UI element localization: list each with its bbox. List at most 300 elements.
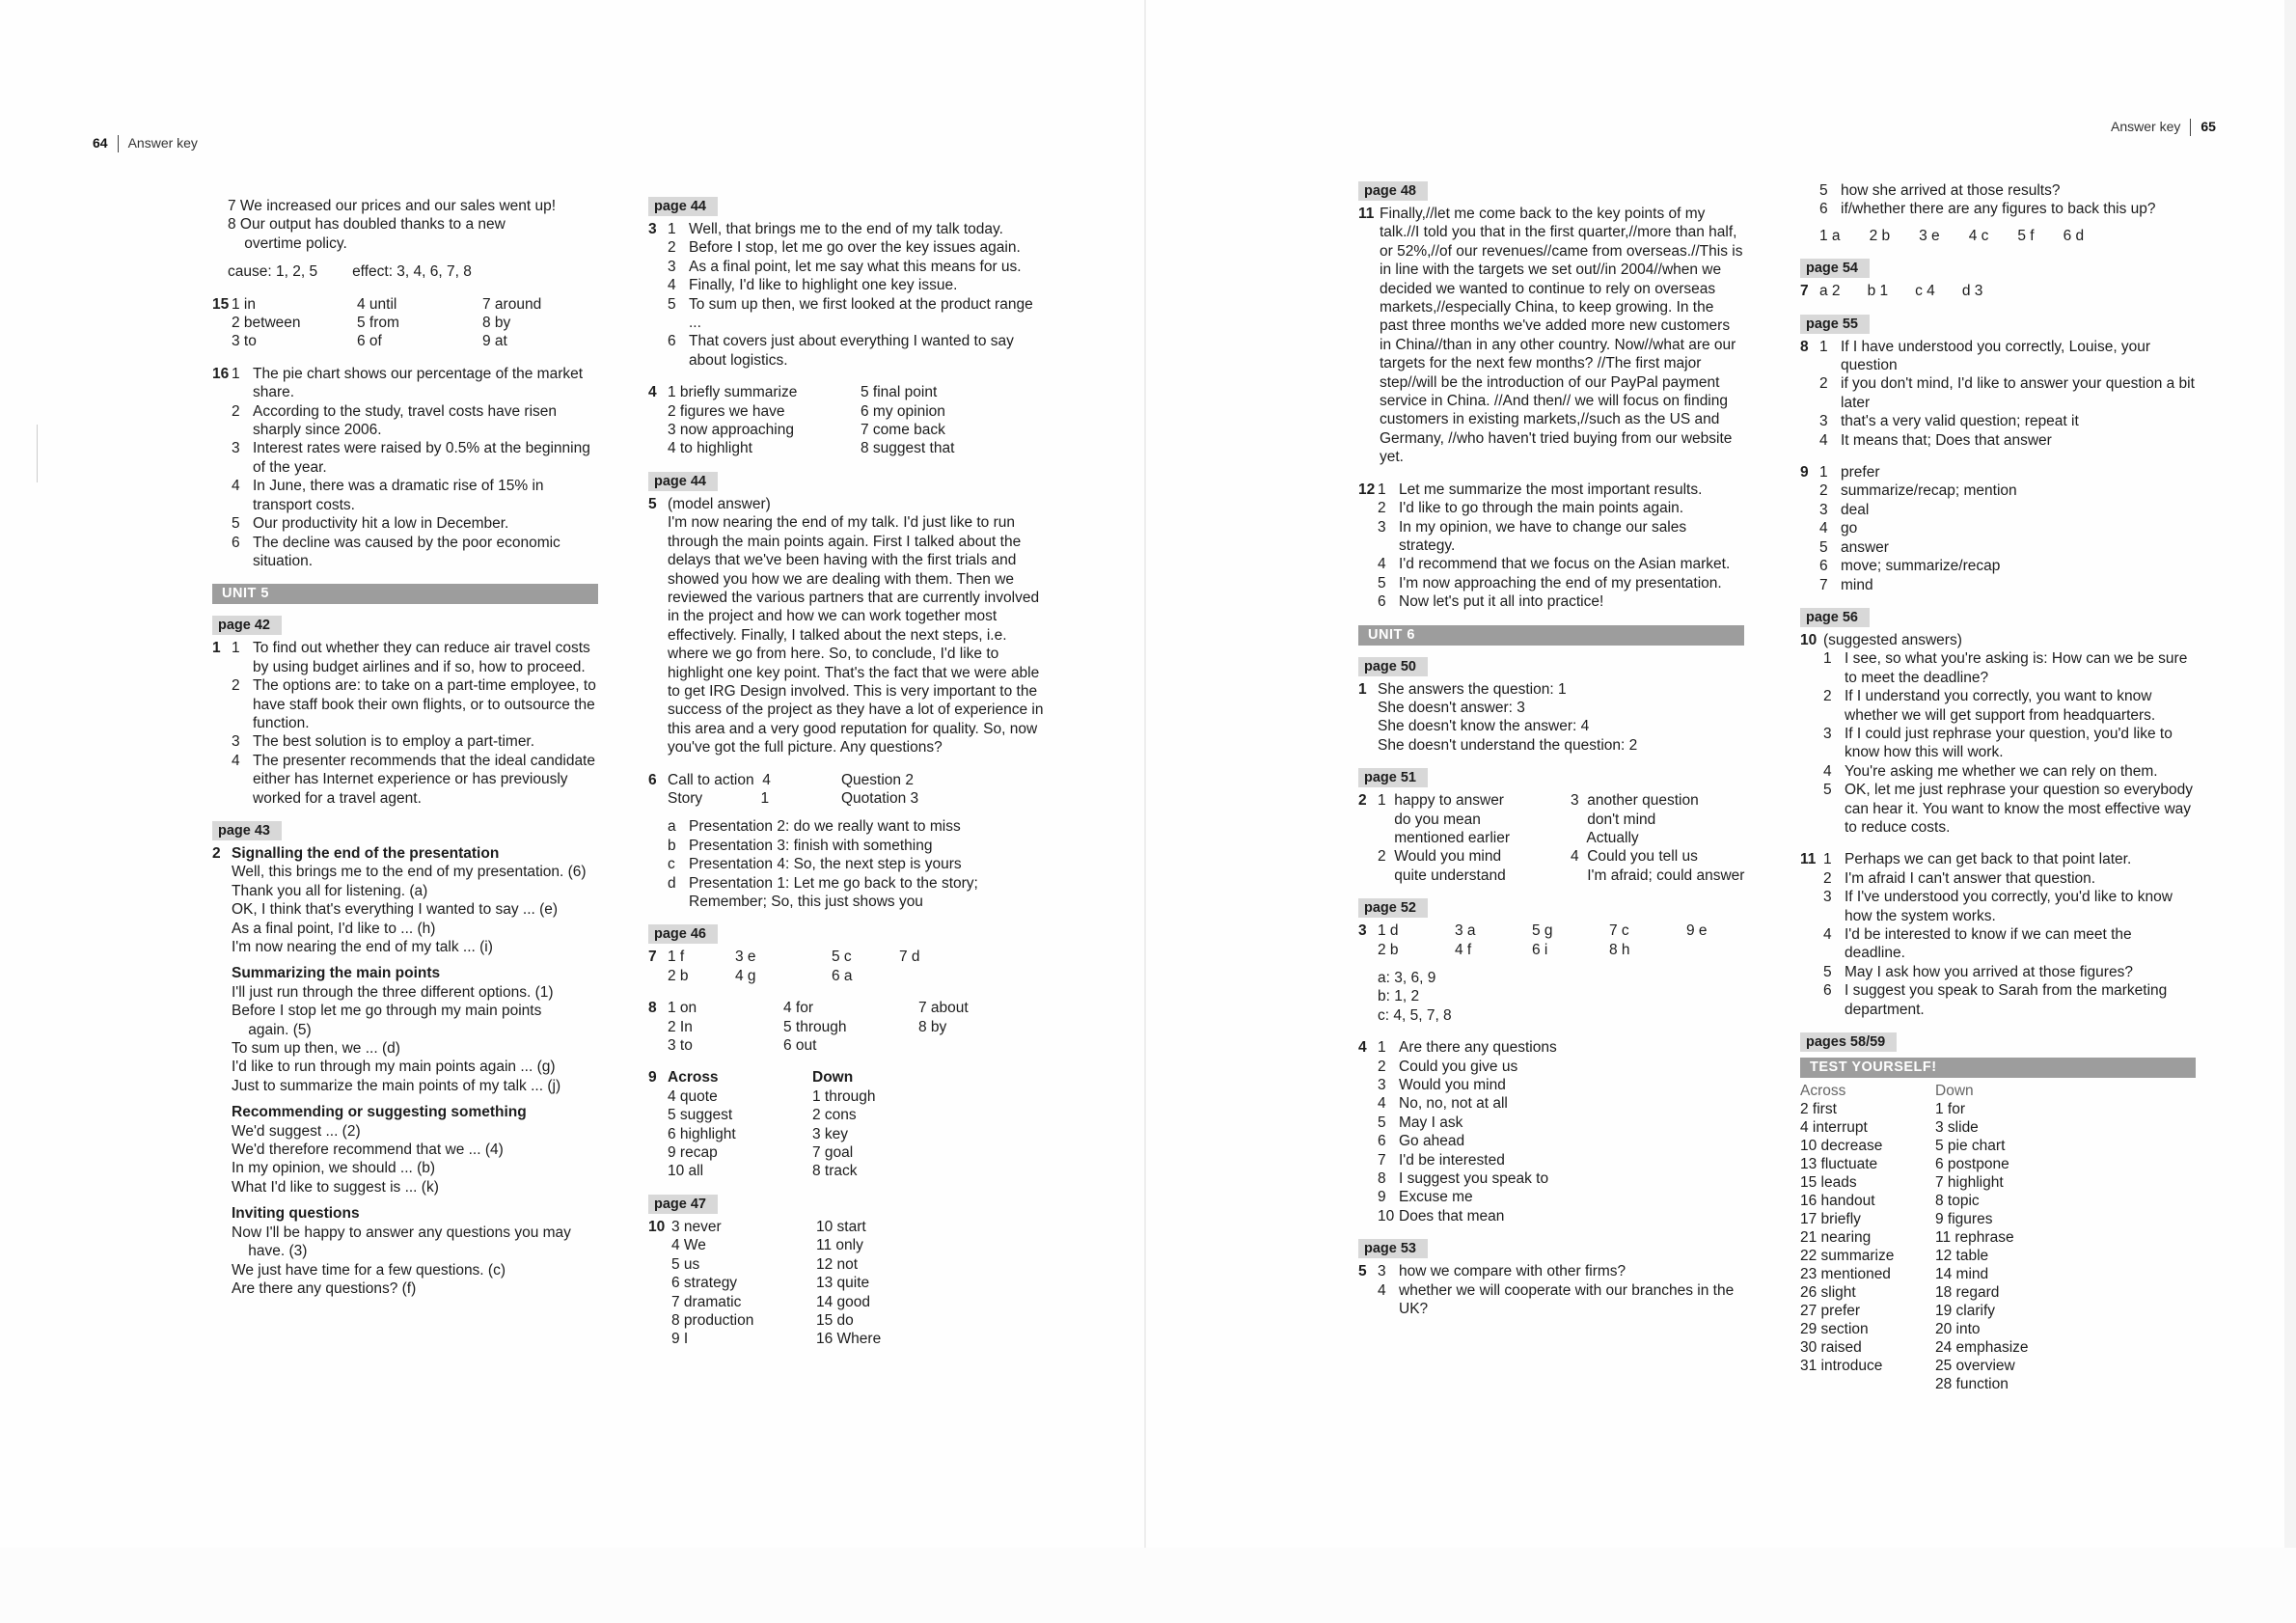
right-edge-shadow bbox=[2284, 0, 2296, 1623]
item-number: 3 bbox=[1823, 725, 1832, 742]
item-number: 6 bbox=[668, 333, 676, 350]
item-number: 6 bbox=[1823, 982, 1832, 1000]
section-heading: Summarizing the main points bbox=[232, 965, 441, 982]
across-item: 10 all bbox=[668, 1163, 704, 1180]
text-line: c: 4, 5, 7, 8 bbox=[1378, 1006, 1452, 1024]
answer-item: 3 never bbox=[671, 1218, 722, 1235]
column-2 bbox=[648, 197, 1044, 1349]
row-item: 4 c bbox=[1968, 227, 1989, 244]
item-number: 5 bbox=[232, 515, 240, 533]
item-number: 7 bbox=[1819, 576, 1828, 593]
item-number: 3 bbox=[1819, 501, 1828, 518]
item-text: To sum up then, we first looked at the product range ... bbox=[689, 295, 1033, 332]
grid-cell: 2 b bbox=[668, 967, 689, 984]
item-text: In my opinion, we have to change our sales strategy. bbox=[1399, 518, 1687, 554]
page-heading: page 53 bbox=[1358, 1239, 1428, 1258]
down-item: 18 regard bbox=[1935, 1284, 2000, 1302]
grid-cell: 6 i bbox=[1532, 941, 1548, 958]
item-text: The presenter recommends that the ideal candidate either has Internet experience or has previously worked for a travel agent. bbox=[253, 752, 595, 807]
section-heading: Inviting questions bbox=[232, 1205, 360, 1223]
item-text: move; summarize/recap bbox=[1841, 558, 2001, 575]
item-text: if/whether there are any figures to back this up? bbox=[1841, 201, 2156, 218]
down-item: 3 slide bbox=[1935, 1119, 1979, 1137]
grid-cell: 2 between bbox=[232, 315, 301, 332]
ex10-number: 10 bbox=[1800, 631, 1818, 648]
item-text: Presentation 2: do we really want to miss bbox=[689, 818, 961, 836]
grid-cell: Question 2 bbox=[841, 771, 914, 788]
grid-cell: 5 final point bbox=[861, 384, 938, 401]
grid-cell: 9 at bbox=[482, 333, 507, 350]
text-line: In my opinion, we should ... (b) bbox=[232, 1160, 436, 1177]
text-line: We just have time for a few questions. (c) bbox=[232, 1261, 506, 1279]
grid-cell: quite understand bbox=[1378, 867, 1506, 884]
grid-cell: 5 from bbox=[357, 315, 399, 332]
ex15 bbox=[212, 295, 598, 351]
grid-cell: do you mean bbox=[1378, 811, 1481, 828]
right-running-head bbox=[2111, 118, 2216, 136]
item-number: 4 bbox=[1819, 431, 1828, 449]
grid-cell: 3 another question bbox=[1571, 792, 1699, 810]
left-running-head bbox=[93, 134, 198, 152]
item-text: Could you give us bbox=[1399, 1058, 1518, 1075]
row-item: 5 f bbox=[2017, 227, 2035, 244]
down-item: 5 pie chart bbox=[1935, 1138, 2006, 1155]
page-heading: page 48 bbox=[1358, 181, 1428, 201]
item-number: 5 bbox=[668, 295, 676, 313]
item-number: 5 bbox=[1819, 182, 1828, 199]
down-heading: Down bbox=[812, 1069, 854, 1087]
margin-mark bbox=[37, 425, 38, 482]
ex5-u6 bbox=[1358, 1262, 1744, 1318]
grid-cell: 1 d bbox=[1378, 922, 1399, 940]
model-answer: I'm now nearing the end of my talk. I'd just like to run through the main points again. First I talked about the delays that we've been having with the first trials and showed you how we are dealing with them. Then we reviewed the various partners that are currently involved in the project and how we can work together most effectively. Finally, I talked about the next steps, i.e. where we go from here. So, to conclude, I'd like to highlight one key point. That's the fact that we were able to get IRG Design involved. This is very important to the success of the project as they have a lot of experience in this area and a very good reputation for quality. So, now you've got the full picture. Any questions? bbox=[668, 514, 1044, 756]
ex11 bbox=[1358, 205, 1744, 467]
row-item: 3 e bbox=[1919, 227, 1940, 244]
page-heading: page 46 bbox=[648, 924, 718, 944]
ex14-continued bbox=[212, 197, 598, 282]
grid-cell: Call to action 4 bbox=[668, 771, 771, 788]
item-text: As a final point, let me say what this means for us. bbox=[689, 258, 1022, 275]
across-item: 30 raised bbox=[1800, 1339, 1862, 1357]
grid-cell: 1 in bbox=[232, 295, 256, 313]
across-item: 23 mentioned bbox=[1800, 1266, 1891, 1283]
item-text: May I ask bbox=[1399, 1114, 1463, 1131]
item-number: 4 bbox=[1823, 926, 1832, 943]
section-heading: Signalling the end of the presentation bbox=[232, 844, 500, 862]
item-number: 5 bbox=[1378, 1114, 1386, 1131]
item-text: To find out whether they can reduce air travel costs by using budget airlines and if so, how to proceed. bbox=[253, 640, 590, 675]
item-text: According to the study, travel costs have risen sharply since 2006. bbox=[253, 402, 558, 439]
page-heading: page 44 bbox=[648, 472, 718, 491]
across-item: 17 briefly bbox=[1800, 1211, 1861, 1228]
ex6 bbox=[648, 771, 1044, 912]
answer-item: 10 start bbox=[816, 1218, 866, 1235]
item-text: Our productivity hit a low in December. bbox=[253, 515, 509, 533]
grid-cell: 4 g bbox=[735, 967, 756, 984]
ex2-u6 bbox=[1358, 791, 1744, 885]
item-text: prefer bbox=[1841, 464, 1880, 481]
text-line: We'd therefore recommend that we ... (4) bbox=[232, 1142, 504, 1159]
item-number: 3 bbox=[1819, 413, 1828, 430]
item-text: I'd be interested bbox=[1399, 1151, 1505, 1169]
item-number: 2 bbox=[1378, 500, 1386, 517]
item-text: Presentation 4: So, the next step is yours bbox=[689, 856, 962, 873]
ex15-number: 15 bbox=[212, 295, 230, 313]
grid-cell: 7 d bbox=[899, 949, 920, 966]
grid-cell: mentioned earlier bbox=[1378, 829, 1510, 846]
item-number: 2 bbox=[1823, 869, 1832, 887]
item-text: whether we will cooperate with our branches in the UK? bbox=[1399, 1281, 1735, 1318]
text-line: Well, this brings me to the end of my presentation. (6) bbox=[232, 864, 587, 881]
item-text: Does that mean bbox=[1399, 1207, 1505, 1224]
grid-cell: 3 to bbox=[232, 333, 257, 350]
item-text: I'd recommend that we focus on the Asian market. bbox=[1399, 556, 1731, 573]
grid-cell: 1 happy to answer bbox=[1378, 792, 1504, 810]
grid-cell: 8 h bbox=[1609, 941, 1630, 958]
row-item: a 2 bbox=[1819, 283, 1841, 300]
grid-cell: 2 figures we have bbox=[668, 402, 785, 420]
ex6-number: 6 bbox=[648, 771, 657, 788]
grid-cell: 4 f bbox=[1455, 941, 1472, 958]
item-number: 2 bbox=[1378, 1058, 1386, 1075]
across-item: 5 suggest bbox=[668, 1107, 733, 1124]
text-line: I'm now nearing the end of my talk ... (i) bbox=[232, 939, 493, 955]
ex4-number: 4 bbox=[648, 384, 657, 401]
ex5-number: 5 bbox=[1358, 1263, 1367, 1280]
across-item: 26 slight bbox=[1800, 1284, 1856, 1302]
ex8-number: 8 bbox=[1800, 338, 1809, 355]
answer-item: 6 strategy bbox=[671, 1275, 738, 1292]
item-text: If I could just rephrase your question, you'd like to know how this will work. bbox=[1845, 725, 2173, 761]
ex7-u6 bbox=[1800, 282, 2196, 300]
item-text: I'd be interested to know if we can meet the deadline. bbox=[1845, 926, 2132, 962]
item-number: 1 bbox=[1823, 650, 1832, 668]
item-number: 2 bbox=[232, 677, 240, 695]
c1-p1-line: 8 Our output has doubled thanks to a new bbox=[228, 216, 506, 234]
grid-cell: 6 a bbox=[832, 967, 853, 984]
item-text: how she arrived at those results? bbox=[1841, 182, 2061, 199]
item-number: 9 bbox=[1378, 1189, 1386, 1206]
c1-p1-line: 7 We increased our prices and our sales went up! bbox=[228, 198, 557, 214]
bottom-margin bbox=[0, 1548, 2296, 1623]
text-line: Just to summarize the main points of my talk ... (j) bbox=[232, 1077, 561, 1094]
text-line: a: 3, 6, 9 bbox=[1378, 970, 1436, 986]
grid-cell: 7 c bbox=[1609, 922, 1629, 940]
across-item: 9 recap bbox=[668, 1144, 718, 1162]
ex10-head: (suggested answers) bbox=[1823, 631, 1962, 648]
down-item: 12 table bbox=[1935, 1248, 1989, 1265]
grid-cell: 1 briefly summarize bbox=[668, 384, 798, 401]
grid-cell: 3 to bbox=[668, 1037, 693, 1055]
answer-item: 5 us bbox=[671, 1255, 700, 1273]
across-item: 22 summarize bbox=[1800, 1248, 1895, 1265]
grid-cell: 6 out bbox=[783, 1037, 817, 1055]
grid-cell: Story 1 bbox=[668, 789, 770, 807]
item-number: 1 bbox=[1378, 481, 1386, 498]
left-page-number: 64 bbox=[93, 135, 108, 151]
item-text: how we compare with other firms? bbox=[1399, 1263, 1626, 1280]
grid-cell: 8 by bbox=[482, 315, 511, 332]
item-number: 1 bbox=[1378, 1039, 1386, 1057]
item-text: Well, that brings me to the end of my talk today. bbox=[689, 221, 1003, 237]
across-item: 4 quote bbox=[668, 1087, 718, 1105]
answer-item: 9 I bbox=[671, 1331, 689, 1348]
text-line: again. (5) bbox=[232, 1021, 312, 1038]
item-number: 6 bbox=[1378, 1133, 1386, 1150]
item-number: 4 bbox=[1378, 1095, 1386, 1113]
item-number: 2 bbox=[1819, 482, 1828, 500]
down-item: 7 highlight bbox=[1935, 1174, 2004, 1192]
item-text: Let me summarize the most important results. bbox=[1399, 481, 1703, 498]
item-text: If I have understood you correctly, Louise, your question bbox=[1841, 338, 2151, 374]
text-line: Before I stop let me go through my main points bbox=[232, 1003, 542, 1020]
ex9 bbox=[648, 1068, 1044, 1180]
answer-item: 14 good bbox=[816, 1293, 871, 1310]
test-yourself-banner: TEST YOURSELF! bbox=[1800, 1058, 2196, 1078]
item-letter: c bbox=[668, 856, 675, 873]
item-number: 4 bbox=[232, 478, 240, 495]
item-number: 4 bbox=[1823, 762, 1832, 780]
down-item: 9 figures bbox=[1935, 1211, 1993, 1228]
ex7 bbox=[648, 948, 1044, 985]
item-text: Are there any questions bbox=[1399, 1039, 1557, 1057]
item-number: 3 bbox=[232, 733, 240, 751]
item-text: The options are: to take on a part-time employee, to have staff book their own flights, or to outsource the function. bbox=[253, 677, 596, 731]
item-text: Now let's put it all into practice! bbox=[1399, 593, 1604, 611]
across-item: 15 leads bbox=[1800, 1174, 1857, 1192]
page-heading: page 51 bbox=[1358, 768, 1428, 787]
text-line: To sum up then, we ... (d) bbox=[232, 1040, 400, 1058]
grid-cell: 5 through bbox=[783, 1018, 847, 1035]
ex1 bbox=[212, 639, 598, 808]
grid-cell: 4 to highlight bbox=[668, 440, 752, 457]
item-text: I'm afraid I can't answer that question. bbox=[1845, 869, 2096, 887]
item-text: Before I stop, let me go over the key issues again. bbox=[689, 239, 1021, 257]
item-number: 2 bbox=[668, 239, 676, 257]
item-text: The best solution is to employ a part-timer. bbox=[253, 733, 535, 751]
ex7-number: 7 bbox=[648, 949, 657, 966]
item-number: 4 bbox=[1378, 556, 1386, 573]
item-text: that's a very valid question; repeat it bbox=[1841, 413, 2079, 430]
page-heading: page 55 bbox=[1800, 315, 1870, 334]
c1-p1-line: overtime policy. bbox=[228, 234, 347, 252]
grid-cell: 4 Could you tell us bbox=[1571, 848, 1698, 866]
column-4 bbox=[1800, 181, 2196, 1393]
grid-cell: 3 a bbox=[1455, 922, 1476, 940]
ex3-number: 3 bbox=[1358, 922, 1367, 940]
down-item: 3 key bbox=[812, 1125, 849, 1142]
across-item: 27 prefer bbox=[1800, 1303, 1861, 1320]
item-number: 3 bbox=[668, 258, 676, 275]
item-text: I see, so what you're asking is: How can we be sure to meet the deadline? bbox=[1845, 650, 2188, 686]
item-text: Presentation 1: Let me go back to the story; Remember; So, this just shows you bbox=[689, 874, 978, 910]
across-item: 31 introduce bbox=[1800, 1358, 1883, 1375]
text-line: I'll just run through the three different options. (1) bbox=[232, 983, 554, 1001]
cause-effect bbox=[212, 262, 598, 281]
item-number: 10 bbox=[1378, 1207, 1395, 1224]
row-item: 2 b bbox=[1869, 227, 1891, 244]
grid-cell: I'm afraid; could answer bbox=[1571, 867, 1745, 884]
ex15-grid bbox=[232, 295, 608, 351]
down-item: 19 clarify bbox=[1935, 1303, 1996, 1320]
item-text: If I've understood you correctly, you'd like to know how the system works. bbox=[1845, 889, 2173, 924]
item-text: Presentation 3: finish with something bbox=[689, 837, 933, 854]
item-number: 1 bbox=[1819, 464, 1828, 481]
item-text: You're asking me whether we can rely on them. bbox=[1845, 762, 2158, 780]
down-item: 1 for bbox=[1935, 1101, 1966, 1118]
ex9-number: 9 bbox=[1800, 464, 1809, 481]
item-text: The decline was caused by the poor economic situation. bbox=[253, 534, 560, 569]
item-text: mind bbox=[1841, 576, 1873, 593]
grid-cell: 5 c bbox=[832, 949, 852, 966]
ex12-number: 12 bbox=[1358, 481, 1376, 498]
answer-item: 11 only bbox=[816, 1237, 863, 1254]
ex5-continued bbox=[1800, 181, 2196, 245]
text-line: She doesn't answer: 3 bbox=[1378, 699, 1525, 716]
text-line: She answers the question: 1 bbox=[1378, 680, 1567, 698]
marked-paragraph: Finally,//let me come back to the key points of my talk.//I told you that in the first quarter,//more than half, or 52%,//of our revenues//came from overseas.//This is in line with the targets we set out//in 2004//when we decided we wanted to continue to rely on overseas markets,//especially China, to keep growing. In the past three months we've added more new customers in China//than in any other country. Now//what are our targets for the next few months? //The first major step//will be the introduction of our PayPal payment service in China. //And then// we will focus on finding customers in existing markets,//such as the US and Germany, //who haven't tried buying from our website yet. bbox=[1380, 206, 1743, 466]
ex5-head: (model answer) bbox=[668, 495, 771, 512]
item-number: 1 bbox=[232, 365, 240, 382]
ex12 bbox=[1358, 481, 1744, 612]
across-item: 16 handout bbox=[1800, 1193, 1875, 1210]
item-text: May I ask how you arrived at those figures? bbox=[1845, 963, 2133, 980]
ex4 bbox=[648, 383, 1044, 458]
item-number: 6 bbox=[232, 534, 240, 551]
item-number: 1 bbox=[1823, 851, 1832, 868]
unit-5-banner: UNIT 5 bbox=[212, 584, 598, 604]
item-number: 3 bbox=[1378, 1077, 1386, 1094]
row-item: d 3 bbox=[1961, 283, 1983, 300]
right-page-number: 65 bbox=[2200, 119, 2216, 134]
down-item: 28 function bbox=[1935, 1376, 2009, 1393]
answer-item: 16 Where bbox=[816, 1331, 882, 1348]
ex10-u6 bbox=[1800, 631, 2196, 837]
across-item: 10 decrease bbox=[1800, 1138, 1883, 1155]
ex7-number: 7 bbox=[1800, 283, 1809, 300]
item-text: I'd like to go through the main points again. bbox=[1399, 500, 1684, 517]
item-number: 7 bbox=[1378, 1151, 1386, 1169]
page-heading: page 42 bbox=[212, 616, 282, 635]
ex10 bbox=[648, 1218, 1044, 1349]
across-item: 6 highlight bbox=[668, 1125, 736, 1142]
item-letter: d bbox=[668, 874, 676, 892]
grid-cell: don't mind bbox=[1571, 811, 1656, 828]
grid-cell bbox=[1686, 941, 1744, 959]
item-letter: a bbox=[668, 818, 676, 836]
across-item: 4 interrupt bbox=[1800, 1119, 1868, 1137]
down-item: 20 into bbox=[1935, 1321, 1981, 1338]
grid-cell: 2 In bbox=[668, 1018, 693, 1035]
ex2-number: 2 bbox=[212, 844, 221, 862]
down-item: 24 emphasize bbox=[1935, 1339, 2029, 1357]
grid-cell: 2 b bbox=[1378, 941, 1399, 958]
ex11-number: 11 bbox=[1358, 206, 1375, 222]
text-line: b: 1, 2 bbox=[1378, 988, 1420, 1005]
text-line: What I'd like to suggest is ... (k) bbox=[232, 1178, 439, 1196]
grid-cell: 2 Would you mind bbox=[1378, 848, 1502, 866]
row-item: c 4 bbox=[1915, 283, 1935, 300]
ex5 bbox=[648, 495, 1044, 757]
ex5-number: 5 bbox=[648, 495, 657, 512]
ex11-number: 11 bbox=[1800, 851, 1817, 868]
ex9-number: 9 bbox=[648, 1069, 657, 1087]
ex3-number: 3 bbox=[648, 221, 657, 237]
page-fold bbox=[1144, 0, 1146, 1623]
down-item: 7 goal bbox=[812, 1144, 854, 1162]
item-text: Perhaps we can get back to that point later. bbox=[1845, 851, 2132, 868]
item-number: 4 bbox=[1378, 1281, 1386, 1299]
page-heading: page 50 bbox=[1358, 657, 1428, 676]
across-item: 21 nearing bbox=[1800, 1229, 1872, 1247]
column-3 bbox=[1358, 181, 1744, 1319]
ex4-u6 bbox=[1358, 1038, 1744, 1225]
ex6-row bbox=[1819, 227, 2196, 245]
grid-cell: 8 suggest that bbox=[861, 440, 955, 457]
ex9-u6 bbox=[1800, 463, 2196, 594]
item-number: 6 bbox=[1819, 201, 1828, 218]
item-number: 4 bbox=[232, 752, 240, 769]
section-heading: Recommending or suggesting something bbox=[232, 1104, 527, 1121]
item-text: go bbox=[1841, 520, 1858, 537]
page-heading: page 54 bbox=[1800, 259, 1870, 278]
grid-cell: 4 until bbox=[357, 295, 397, 313]
ex3-u6 bbox=[1358, 922, 1744, 1025]
down-item: 8 topic bbox=[1935, 1193, 1980, 1210]
item-number: 4 bbox=[1819, 520, 1828, 537]
page-heading: page 47 bbox=[648, 1195, 718, 1214]
ex3 bbox=[648, 220, 1044, 370]
item-number: 5 bbox=[1819, 538, 1828, 556]
row-item: 1 a bbox=[1819, 227, 1841, 244]
item-text: if you don't mind, I'd like to answer your question a bit later bbox=[1841, 375, 2195, 411]
across-item: 13 fluctuate bbox=[1800, 1156, 1878, 1173]
text-line: Are there any questions? (f) bbox=[232, 1279, 417, 1297]
ex8-number: 8 bbox=[648, 1000, 657, 1017]
text-line: She doesn't know the answer: 4 bbox=[1378, 718, 1590, 735]
across-heading: Across bbox=[1800, 1083, 1846, 1100]
ex4-number: 4 bbox=[1358, 1039, 1367, 1057]
item-number: 3 bbox=[1823, 889, 1832, 906]
item-number: 5 bbox=[1823, 963, 1832, 980]
item-number: 6 bbox=[1819, 558, 1828, 575]
unit-6-banner: UNIT 6 bbox=[1358, 625, 1744, 646]
ex11-u6 bbox=[1800, 850, 2196, 1019]
page-heading: page 56 bbox=[1800, 608, 1870, 627]
ex1-number: 1 bbox=[212, 640, 221, 657]
crossword-answers bbox=[1800, 1082, 2196, 1393]
ex10-number: 10 bbox=[648, 1218, 666, 1235]
grid-cell: 3 e bbox=[735, 949, 756, 966]
grid-cell: 1 f bbox=[668, 949, 685, 966]
ex8-u6 bbox=[1800, 338, 2196, 450]
item-text: OK, let me just rephrase your question so everybody can hear it. You want to know the most effective way to reduce costs. bbox=[1845, 782, 2193, 836]
item-number: 1 bbox=[1819, 338, 1828, 355]
grid-cell: 8 by bbox=[918, 1018, 947, 1035]
grid-cell: 7 around bbox=[482, 295, 542, 313]
item-number: 2 bbox=[1823, 688, 1832, 705]
text-line: Thank you all for listening. (a) bbox=[232, 882, 428, 899]
answer-item: 13 quite bbox=[816, 1275, 870, 1292]
row-item: b 1 bbox=[1867, 283, 1889, 300]
text-line: We'd suggest ... (2) bbox=[232, 1122, 361, 1140]
cause-line: cause: 1, 2, 5 bbox=[228, 263, 318, 281]
text-line: OK, I think that's everything I wanted to say ... (e) bbox=[232, 901, 559, 919]
item-number: 1 bbox=[668, 221, 676, 237]
grid-cell: 7 about bbox=[918, 1000, 969, 1017]
item-number: 5 bbox=[1378, 574, 1386, 591]
text-line: As a final point, I'd like to ... (h) bbox=[232, 920, 436, 937]
